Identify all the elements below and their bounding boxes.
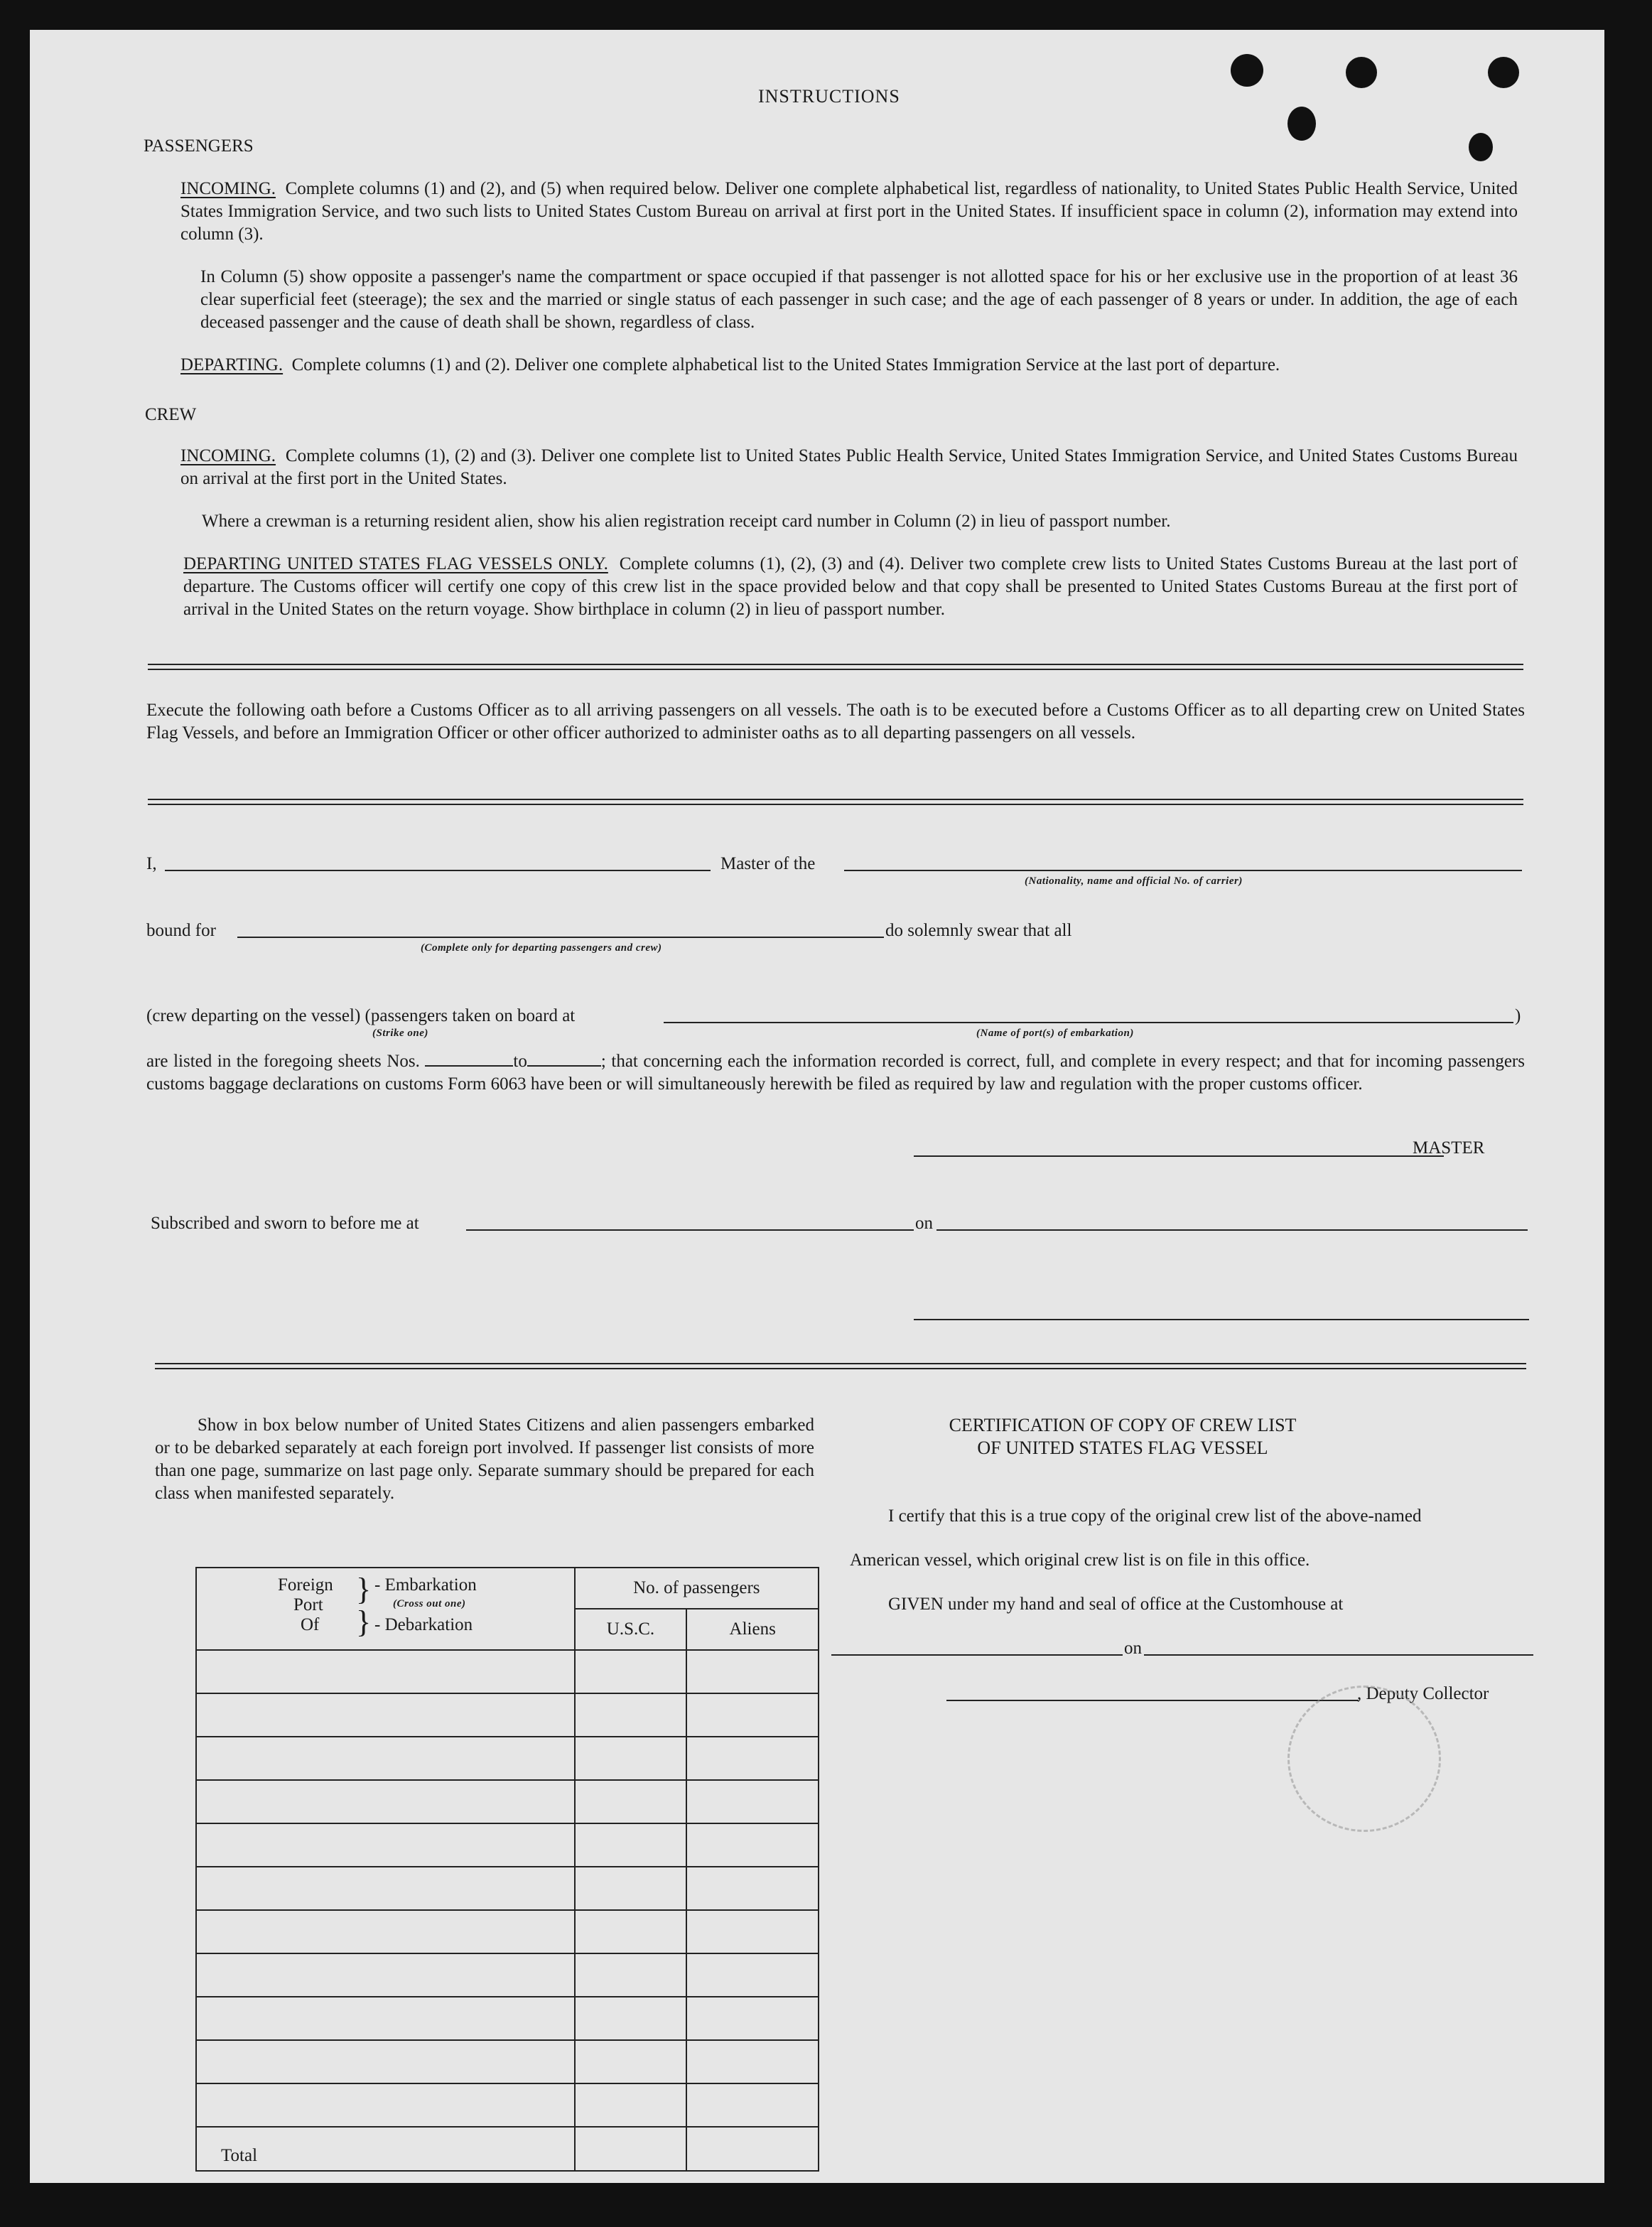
- cert-on-label: on: [1124, 1639, 1142, 1658]
- summary-row: [196, 1867, 819, 1910]
- usc-cell[interactable]: [575, 1780, 687, 1823]
- cert-date-field[interactable]: [1144, 1654, 1533, 1656]
- passengers-incoming-text: Complete columns (1) and (2), and (5) when required below. Deliver one complete alphabetical list, regardless of nationality, to United States Public Health Service, United States Immigration Service, and two such lists to United States Custom Bureau on arrival at first port in the United States. If insufficient space in column (2), information may extend into column (3).: [180, 179, 1518, 244]
- usc-cell[interactable]: [575, 1953, 687, 1997]
- port-label: Port: [293, 1595, 323, 1614]
- strike-caption: (Strike one): [372, 1028, 428, 1039]
- summary-row: [196, 1780, 819, 1823]
- foreign-label: Foreign: [278, 1575, 333, 1595]
- usc-header: U.S.C.: [575, 1609, 687, 1650]
- usc-cell[interactable]: [575, 1997, 687, 2040]
- summary-row: [196, 1650, 819, 1693]
- bound-caption: (Complete only for departing passengers and crew): [421, 942, 662, 954]
- close-paren: ): [1515, 1006, 1521, 1025]
- total-aliens-cell[interactable]: [686, 2127, 819, 2171]
- crew-incoming-text: Complete columns (1), (2) and (3). Deliver one complete list to United States Public Health Service, United States Immigration Service, and United States Customs Bureau on arrival at the first port in the United States.: [180, 446, 1518, 488]
- master-of-label: Master of the: [720, 854, 816, 873]
- usc-cell[interactable]: [575, 1823, 687, 1867]
- listed-rest: ; that concerning each the information recorded is correct, full, and complete in every respect; and that for incoming passengers customs baggage declarations on customs Form 6063 have been or will simultaneously herewith be filed as required by law and regulation with the proper customs officer.: [146, 1052, 1525, 1094]
- port-cell[interactable]: [196, 2040, 575, 2083]
- page-title: INSTRUCTIONS: [758, 86, 900, 107]
- port-cell[interactable]: [196, 1650, 575, 1693]
- section-divider: [155, 1363, 1526, 1369]
- master-label: MASTER: [1413, 1138, 1485, 1158]
- deputy-signature-field[interactable]: [946, 1700, 1359, 1701]
- port-cell[interactable]: [196, 2083, 575, 2127]
- master-name-field[interactable]: [165, 870, 711, 871]
- cross-out-caption: (Cross out one): [393, 1598, 466, 1609]
- master-signature-field[interactable]: [914, 1155, 1444, 1157]
- sheet-to-field[interactable]: [527, 1051, 601, 1067]
- aliens-cell[interactable]: [686, 1693, 819, 1737]
- aliens-cell[interactable]: [686, 1910, 819, 1953]
- summary-instructions: Show in box below number of United States Citizens and alien passengers embarked or to be debarked separately at each foreign port involved. If passenger list consists of more than one page, summarize on last page only. Separate summary should be prepared for each class when manifested separately.: [155, 1416, 814, 1503]
- aliens-cell[interactable]: [686, 2083, 819, 2127]
- summary-row: [196, 2040, 819, 2083]
- punch-hole-mark: [1469, 133, 1493, 161]
- aliens-cell[interactable]: [686, 2040, 819, 2083]
- swear-label: do solemnly swear that all: [885, 921, 1072, 940]
- punch-hole-mark: [1346, 57, 1377, 88]
- customs-seal-stamp: [1287, 1686, 1441, 1832]
- of-label: Of: [301, 1615, 320, 1634]
- nationality-caption: (Nationality, name and official No. of carrier): [1025, 875, 1243, 887]
- foreign-port-header: [196, 1568, 575, 1650]
- certification-title-1: CERTIFICATION OF COPY OF CREW LIST: [949, 1415, 1297, 1435]
- passengers-incoming-label: INCOMING.: [180, 179, 276, 198]
- crew-heading: CREW: [145, 405, 197, 424]
- officer-signature-field[interactable]: [914, 1319, 1529, 1320]
- aliens-cell[interactable]: [686, 1997, 819, 2040]
- port-cell[interactable]: [196, 1910, 575, 1953]
- port-cell[interactable]: [196, 1823, 575, 1867]
- summary-row: [196, 1953, 819, 1997]
- summary-row: [196, 1997, 819, 2040]
- summary-row: [196, 1693, 819, 1737]
- punch-hole-mark: [1287, 107, 1316, 141]
- deputy-label: , Deputy Collector: [1357, 1684, 1489, 1703]
- summary-row: [196, 2083, 819, 2127]
- ports-caption: (Name of port(s) of embarkation): [976, 1028, 1134, 1039]
- sworn-place-field[interactable]: [466, 1229, 914, 1231]
- no-passengers-header: No. of passengers: [575, 1568, 819, 1609]
- column5-paragraph: In Column (5) show opposite a passenger's name the compartment or space occupied if that passenger is not allotted space for his or her exclusive use in the proportion of at least 36 clear superficial feet (steerage); the sex and the married or single status of each passenger in such case; and the age of each passenger of 8 years or under. In addition, the age of each deceased passenger and the cause of death shall be shown, regardless of class.: [200, 267, 1518, 332]
- port-cell[interactable]: [196, 1997, 575, 2040]
- aliens-cell[interactable]: [686, 1780, 819, 1823]
- passengers-departing-text: Complete columns (1) and (2). Deliver one complete alphabetical list to the United States Immigration Service at the last port of departure.: [291, 355, 1280, 374]
- punch-hole-mark: [1231, 54, 1263, 87]
- given-line: GIVEN under my hand and seal of office at the Customhouse at: [888, 1595, 1344, 1614]
- port-cell[interactable]: [196, 1867, 575, 1910]
- passengers-incoming-paragraph: [180, 178, 1518, 246]
- aliens-header: Aliens: [686, 1609, 819, 1650]
- aliens-cell[interactable]: [686, 1823, 819, 1867]
- embarkation-ports-field[interactable]: [664, 1022, 1513, 1023]
- aliens-cell[interactable]: [686, 1867, 819, 1910]
- document-page: [30, 30, 1604, 2183]
- oath-intro-paragraph: Execute the following oath before a Customs Officer as to all arriving passengers on all vessels. The oath is to be executed before a Customs Officer as to all departing crew on United States Flag Vessels, and before an Immigration Officer or other officer authorized to administer oaths as to all departing passengers on all vessels.: [146, 701, 1525, 743]
- subscribed-label: Subscribed and sworn to before me at: [151, 1214, 419, 1233]
- punch-hole-mark: [1488, 57, 1519, 88]
- summary-row: [196, 1823, 819, 1867]
- crew-departing-text: Complete columns (1), (2), (3) and (4). Deliver two complete crew lists to United States Customs Bureau at the last port of departure. The Customs officer will certify one copy of this crew list in the space provided below and that copy shall be presented to United States Customs Bureau at the first port of arrival in the United States on the return voyage. Show birthplace in column (2) in lieu of passport number.: [183, 554, 1518, 619]
- oath-i-label: I,: [146, 854, 157, 873]
- listed-paragraph: [146, 1050, 1525, 1096]
- customhouse-field[interactable]: [831, 1654, 1123, 1656]
- passengers-departing-paragraph: [180, 354, 1518, 377]
- summary-row: [196, 1910, 819, 1953]
- vessel-field[interactable]: [844, 870, 1522, 871]
- brace-icon: }: [356, 1572, 372, 1607]
- embarkation-label: - Embarkation: [374, 1575, 477, 1595]
- passengers-heading: PASSENGERS: [144, 136, 254, 156]
- sheet-from-field[interactable]: [425, 1051, 513, 1067]
- crew-incoming-label: INCOMING.: [180, 446, 276, 465]
- bound-for-label: bound for: [146, 921, 216, 940]
- crew-departing-label: (crew departing on the vessel) (passengers taken on board at: [146, 1006, 576, 1025]
- listed-prefix: are listed in the foregoing sheets Nos.: [146, 1052, 420, 1071]
- passengers-departing-label: DEPARTING.: [180, 355, 284, 374]
- crew-returning-paragraph: Where a crewman is a returning resident alien, show his alien registration receipt card number in Column (2) in lieu of passport number.: [202, 512, 1171, 531]
- usc-cell[interactable]: [575, 1650, 687, 1693]
- port-cell[interactable]: [196, 1780, 575, 1823]
- usc-cell[interactable]: [575, 1737, 687, 1780]
- total-label: Total: [196, 2127, 575, 2171]
- certify-line-1: I certify that this is a true copy of the original crew list of the above-named: [888, 1506, 1422, 1526]
- crew-incoming-paragraph: [180, 445, 1518, 490]
- certification-title-2: OF UNITED STATES FLAG VESSEL: [977, 1438, 1268, 1458]
- summary-row: [196, 1737, 819, 1780]
- total-row: [196, 2127, 819, 2171]
- sworn-date-field[interactable]: [936, 1229, 1528, 1231]
- usc-cell[interactable]: [575, 2040, 687, 2083]
- port-cell[interactable]: [196, 1953, 575, 1997]
- total-usc-cell[interactable]: [575, 2127, 687, 2171]
- crew-departing-label: DEPARTING UNITED STATES FLAG VESSELS ONLY.: [183, 554, 608, 573]
- sworn-on-label: on: [915, 1214, 933, 1233]
- brace-icon: }: [356, 1605, 372, 1639]
- aliens-cell[interactable]: [686, 1953, 819, 1997]
- port-cell[interactable]: [196, 1693, 575, 1737]
- debarkation-label: - Debarkation: [374, 1615, 473, 1634]
- usc-cell[interactable]: [575, 2083, 687, 2127]
- usc-cell[interactable]: [575, 1867, 687, 1910]
- bound-for-field[interactable]: [237, 937, 884, 938]
- to-label: to: [513, 1052, 527, 1071]
- aliens-cell[interactable]: [686, 1650, 819, 1693]
- section-divider: [148, 799, 1523, 805]
- port-cell[interactable]: [196, 1737, 575, 1780]
- section-divider: [148, 664, 1523, 670]
- usc-cell[interactable]: [575, 1693, 687, 1737]
- certify-line-2: American vessel, which original crew list is on file in this office.: [850, 1551, 1310, 1570]
- crew-departing-paragraph: [183, 553, 1518, 621]
- aliens-cell[interactable]: [686, 1737, 819, 1780]
- passenger-summary-table: [195, 1567, 819, 2172]
- usc-cell[interactable]: [575, 1910, 687, 1953]
